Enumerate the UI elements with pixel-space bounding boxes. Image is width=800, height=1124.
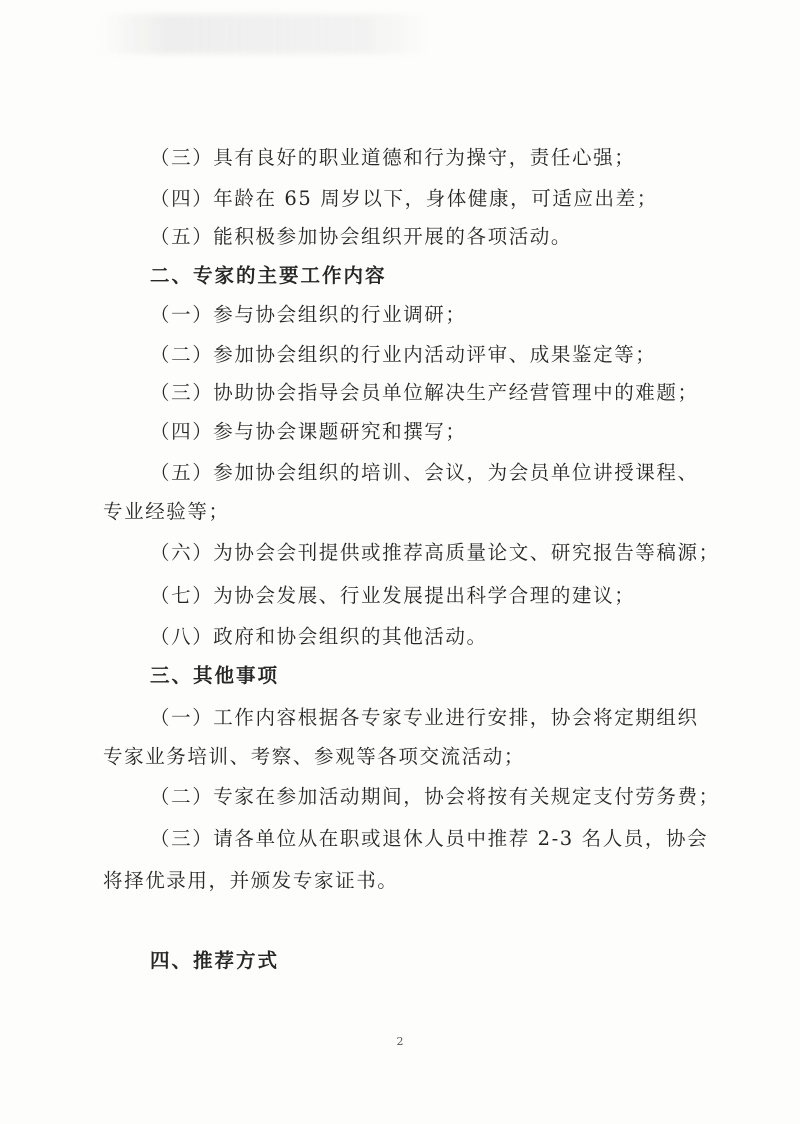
other-item-1: （一）工作内容根据各专家专业进行安排，协会将定期组织 <box>150 706 699 729</box>
other-item-2: （二）专家在参加活动期间，协会将按有关规定支付劳务费； <box>150 785 720 808</box>
section-heading-3: 三、其他事项 <box>150 664 280 687</box>
scan-artifact <box>100 14 430 54</box>
section-heading-4: 四、推荐方式 <box>150 949 280 972</box>
work-item-5: （五）参加协会组织的培训、会议，为会员单位讲授课程、 <box>150 461 699 484</box>
work-item-1: （一）参与协会组织的行业调研； <box>150 303 467 326</box>
work-item-3: （三）协助协会指导会员单位解决生产经营管理中的难题； <box>150 381 699 404</box>
work-item-8: （八）政府和协会组织的其他活动。 <box>150 625 488 648</box>
criteria-item-3: （三）具有良好的职业道德和行为操守，责任心强； <box>150 146 636 169</box>
work-item-4: （四）参与协会课题研究和撰写； <box>150 420 467 443</box>
work-item-2: （二）参加协会组织的行业内活动评审、成果鉴定等； <box>150 343 657 366</box>
other-item-3-continued: 将择优录用，并颁发专家证书。 <box>103 869 399 892</box>
work-item-7: （七）为协会发展、行业发展提出科学合理的建议； <box>150 584 636 607</box>
page-number: 2 <box>396 1035 404 1048</box>
section-heading-2: 二、专家的主要工作内容 <box>150 264 387 287</box>
other-item-1-continued: 专家业务培训、考察、参观等各项交流活动； <box>103 745 526 768</box>
other-item-3: （三）请各单位从在职或退休人员中推荐 2-3 名人员，协会 <box>150 827 709 850</box>
work-item-5-continued: 专业经验等； <box>103 500 230 523</box>
work-item-6: （六）为协会会刊提供或推荐高质量论文、研究报告等稿源； <box>150 541 720 564</box>
criteria-item-4: （四）年龄在 65 周岁以下，身体健康，可适应出差； <box>150 187 658 210</box>
criteria-item-5: （五）能积极参加协会组织开展的各项活动。 <box>150 225 573 248</box>
